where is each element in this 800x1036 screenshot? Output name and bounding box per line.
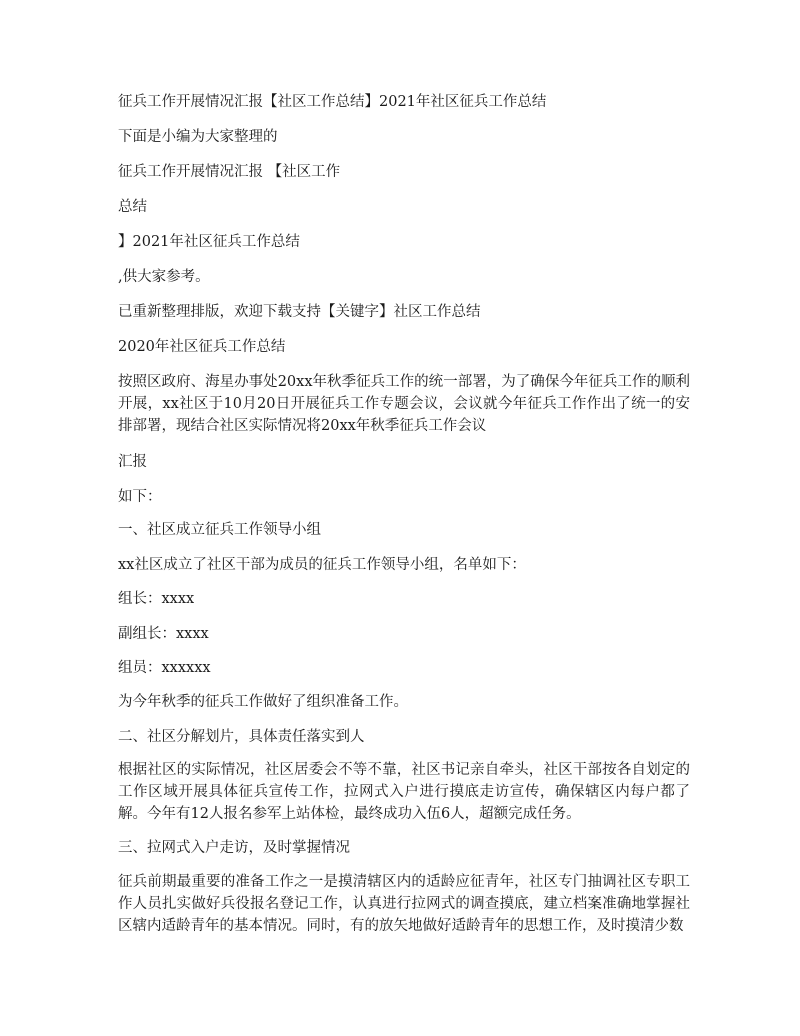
document-title: 征兵工作开展情况汇报【社区工作总结】2021年社区征兵工作总结 (118, 94, 547, 110)
section1-conclusion: 为今年秋季的征兵工作做好了组织准备工作。 (118, 694, 408, 710)
section2-paragraph: 根据社区的实际情况，社区居委会不等不靠，社区书记亲自牵头，社区干部按各自划定的工作区域开展具体征兵宣传工作，拉网式入户进行摸底走访宣传，确保辖区内每户都了解。今年有12人报名参军上站体检，最终成功入伍6人，超额完成任务。 (118, 762, 690, 822)
section3-heading: 三、拉网式入户走访，及时掌握情况 (118, 840, 350, 856)
notice-line: 已重新整理排版，欢迎下载支持【关键字】社区工作总结 (118, 304, 481, 320)
document-subtitle: 2020年社区征兵工作总结 (118, 339, 286, 355)
vice-leader-line: 副组长：xxxx (118, 626, 209, 642)
intro-line-1: 下面是小编为大家整理的 (118, 129, 278, 145)
report-word: 汇报 (118, 454, 147, 470)
intro-paragraph: 按照区政府、海星办事处20xx年秋季征兵工作的统一部署，为了确保今年征兵工作的顺利开展，xx社区于10月20日开展征兵工作专题会议，会议就今年征兵工作作出了统一的安排部署，现结合社区实际情况将20xx年秋季征兵工作会议 (118, 374, 690, 434)
section3-paragraph: 征兵前期最重要的准备工作之一是摸清辖区内的适龄应征青年，社区专门抽调社区专职工作人员扎实做好兵役报名登记工作，认真进行拉网式的调查摸底，建立档案准确地掌握社区辖内适龄青年的基本情况。同时，有的放矢地做好适龄青年的思想工作，及时摸清少数 (118, 874, 690, 934)
members-line: 组员：xxxxxx (118, 660, 211, 676)
intro-line-3: 总结 (118, 199, 147, 215)
section1-text: xx社区成立了社区干部为成员的征兵工作领导小组，名单如下： (118, 557, 526, 573)
intro-line-2: 征兵工作开展情况汇报 【社区工作 (118, 164, 341, 180)
as-follows-line: 如下： (118, 489, 162, 505)
section2-heading: 二、社区分解划片，具体责任落实到人 (118, 729, 365, 745)
intro-line-4: 】2021年社区征兵工作总结 (118, 234, 300, 250)
leader-line: 组长：xxxx (118, 591, 195, 607)
intro-line-5: ,供大家参考。 (118, 269, 210, 285)
section1-heading: 一、社区成立征兵工作领导小组 (118, 522, 321, 538)
